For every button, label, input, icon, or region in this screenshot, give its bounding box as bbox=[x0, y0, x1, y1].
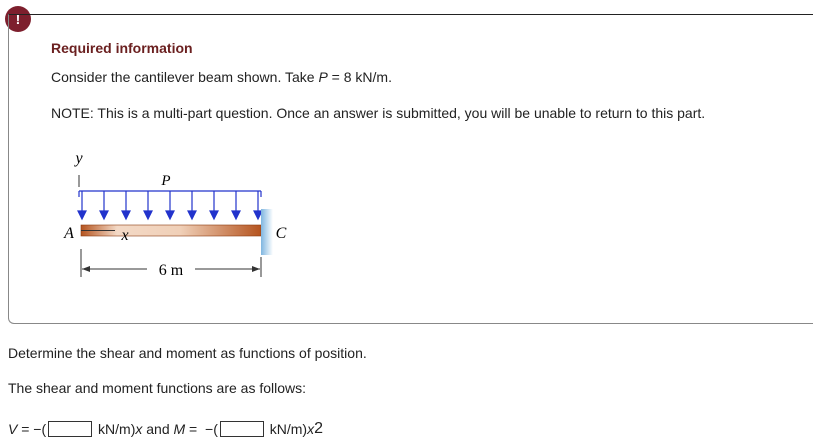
length-label: 6 m bbox=[158, 262, 184, 279]
x-axis-label: x bbox=[121, 227, 129, 244]
v-label: V bbox=[8, 421, 18, 437]
m-exponent: 2 bbox=[314, 420, 323, 437]
m-label: M bbox=[173, 421, 186, 437]
fixed-support-wall bbox=[261, 209, 273, 255]
answer-line bbox=[8, 420, 323, 438]
v-equals: = −( bbox=[17, 421, 47, 437]
point-c-label: C bbox=[275, 225, 287, 242]
statement-prefix: Consider the cantilever beam shown. Take bbox=[51, 69, 319, 85]
m-unit: kN/m) bbox=[265, 421, 308, 437]
problem-statement bbox=[51, 69, 392, 85]
question-prompt: Determine the shear and moment as functions of position. bbox=[8, 345, 367, 361]
m-variable: x bbox=[307, 421, 315, 437]
m-equals: = −( bbox=[185, 421, 218, 437]
y-axis-label: y bbox=[75, 150, 83, 167]
statement-suffix: = 8 kN/m. bbox=[327, 69, 392, 85]
note-text: NOTE: This is a multi-part question. Once an answer is submitted, you will be unable to return to this part. bbox=[51, 105, 706, 121]
required-info-title: Required information bbox=[51, 40, 193, 56]
dimension-arrow-left bbox=[82, 266, 90, 272]
shear-answer-input[interactable] bbox=[48, 421, 92, 437]
question-followup: The shear and moment functions are as follows: bbox=[8, 380, 307, 396]
point-a-label: A bbox=[64, 225, 74, 242]
cantilever-beam-diagram bbox=[55, 145, 315, 285]
moment-answer-input[interactable] bbox=[220, 421, 264, 437]
v-variable: x bbox=[135, 421, 143, 437]
load-arrows bbox=[78, 191, 262, 219]
and-text: and bbox=[142, 421, 174, 437]
load-label: P bbox=[161, 173, 171, 189]
dimension-arrow-right bbox=[252, 266, 260, 272]
alert-icon: ! bbox=[5, 6, 31, 32]
statement-variable: P bbox=[318, 69, 328, 85]
v-unit: kN/m) bbox=[94, 421, 136, 437]
